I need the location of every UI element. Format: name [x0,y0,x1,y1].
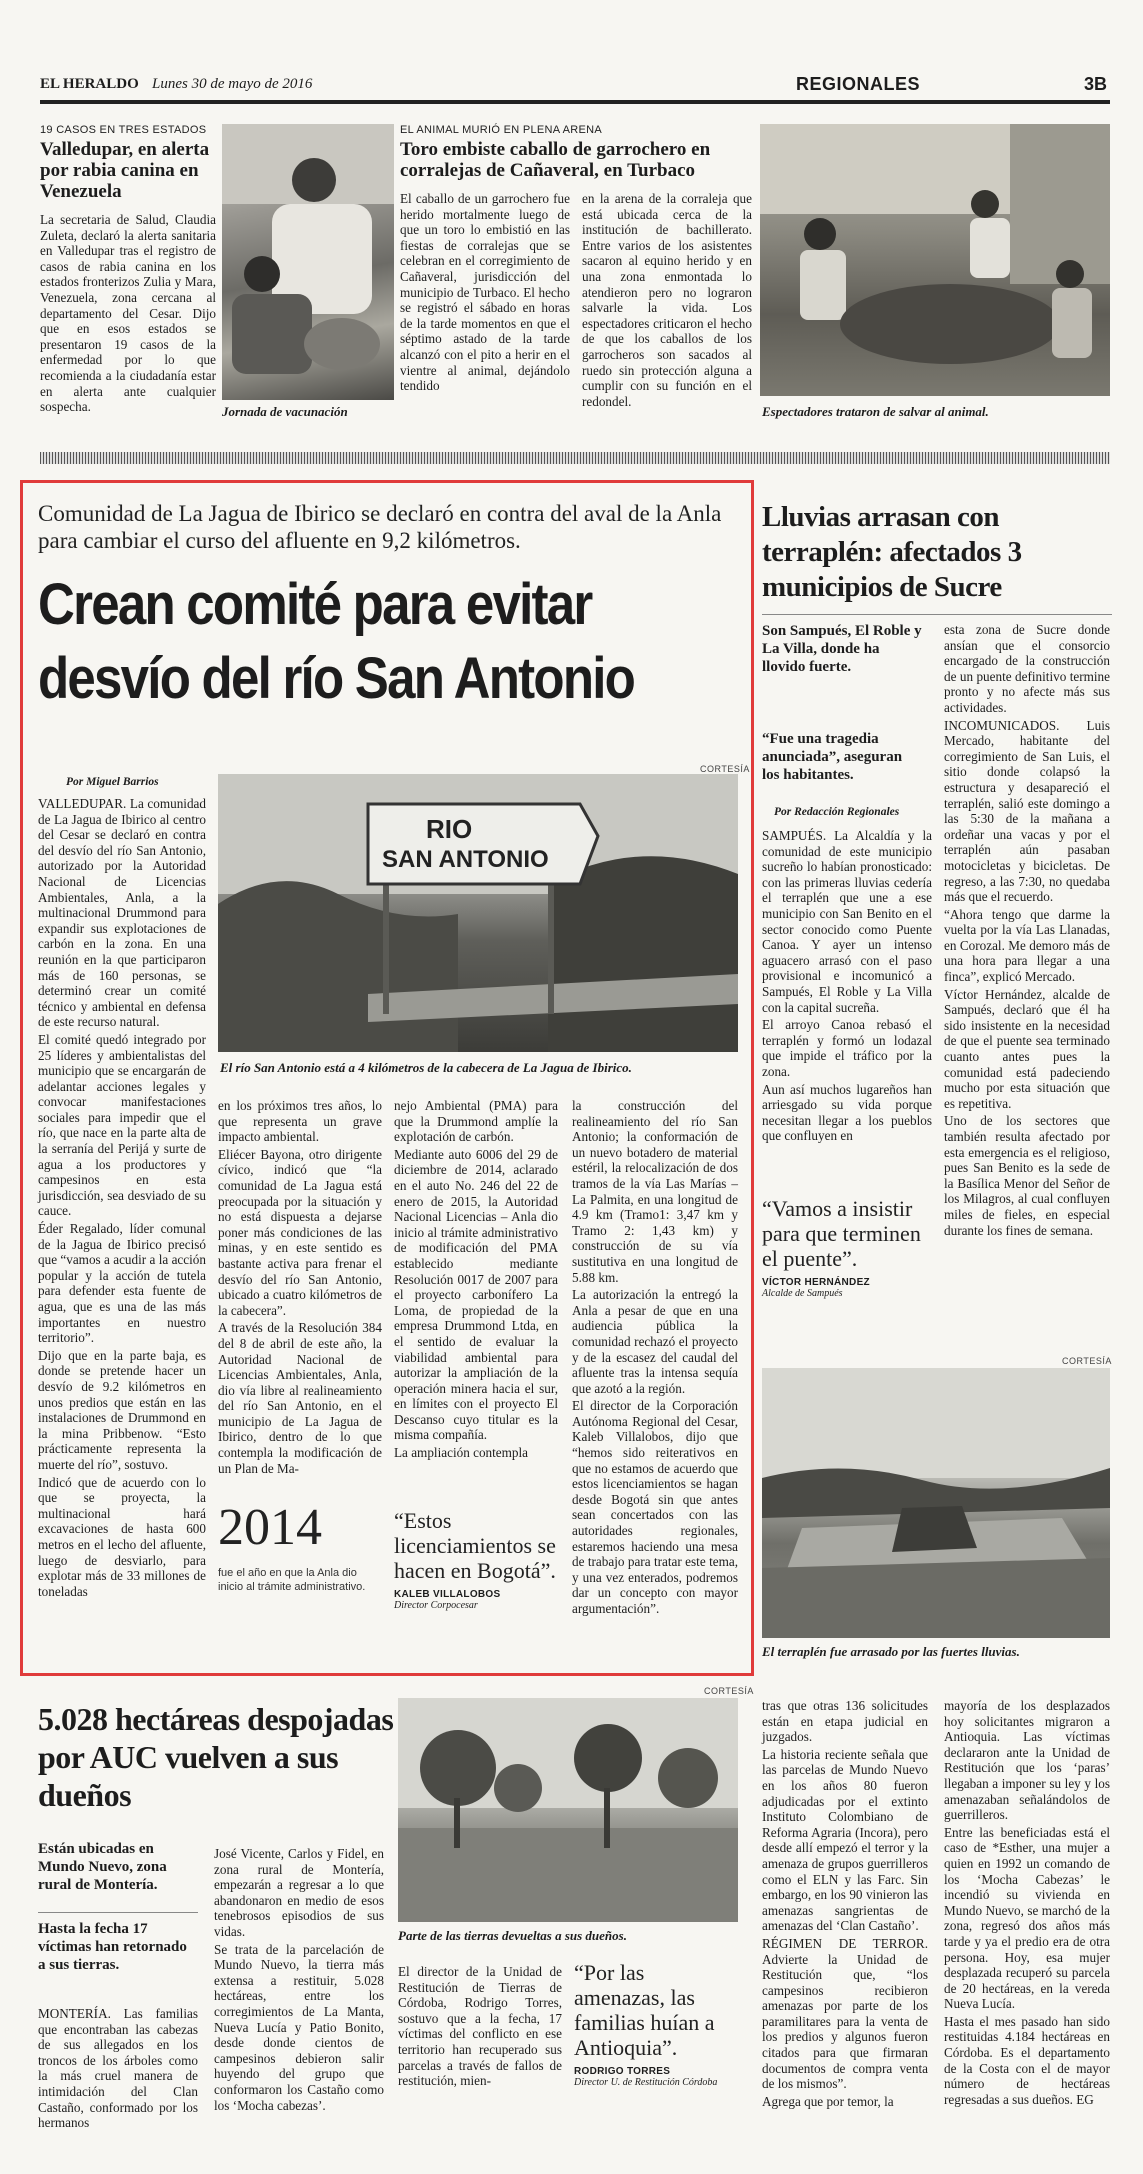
quote-name: RODRIGO TORRES [574,2066,671,2077]
paragraph: El arroyo Canoa rebasó el terraplén y formó un lodazal que impide el tráfico por la zona. [762,1017,932,1079]
caption-tierras: Parte de las tierras devueltas a sus dueños. [398,1928,627,1943]
paragraph: en los próximos tres años, lo que representa un grave impacto ambiental. [218,1098,382,1145]
lluvias-col2 [944,622,1110,1240]
main-deck: Comunidad de La Jagua de Ibirico se declaró en contra del aval de la Anla para cambiar el curso del afluente en 9,2 kilómetros. [38,501,722,553]
pull-quote-villalobos [394,1508,564,1611]
hectareas-col1: MONTERÍA. Las familias que encontraban las cabezas de sus allegados en los troncos de los árboles como la más cruel manera de intimidación del Clan Castaño, conformado por los hermanos [38,2006,198,2131]
section-divider-top [40,452,1110,464]
hectareas-col4 [762,1698,928,2111]
caption-caballo: Espectadores trataron de salvar al animal. [762,404,989,419]
lluvias-col1 [762,828,932,1146]
lluvias-byline: Por Redacción Regionales [774,806,900,818]
story-toro [400,124,752,411]
quote-text: “Estos licenciamientos se hacen en Bogotá”. [394,1508,556,1583]
paragraph: A través de la Resolución 384 del 8 de abril de este año, la Autoridad Nacional de Licencias Ambientales, Anla, dio vía libre al realineamiento del río San Antonio, en el municipio de La Jagua de Ibirico, dentro de lo que contempla la modificación de un Plan de Ma- [218,1320,382,1476]
photo-terraplen-scene [762,1368,1110,1638]
paragraph: mayoría de los desplazados hoy solicitantes migraron a Antioquia. Las víctimas declararon ante la Unidad de Restitución que los ‘paras’ llegaban a imponer su ley y los amenazaban señalándolos de guerrilleros. [944,1698,1110,1823]
hectareas-sub2: Hasta la fecha 17 víctimas han retornado a sus tierras. [38,1921,187,1973]
headline: Valledupar, en alerta por rabia canina en Venezuela [40,139,210,202]
section-name: REGIONALES [796,74,921,94]
paragraph: Éder Regalado, líder comunal de la Jagua de Ibirico precisó que “vamos a acudir a la acción popular y la acción de tutela para defender esta fuente de agua, que es una de las más importantes en nuestro territorio”. [38,1221,206,1346]
photo-credit: CORTESÍA [700,764,750,774]
hectareas-headline: 5.028 hectáreas despojadas por AUC vuelven a sus dueños [38,1701,394,1813]
quote-role: Director U. de Restitución Córdoba [574,2077,718,2088]
stat-number: 2014 [218,1499,322,1556]
hectareas-col3: El director de la Unidad de Restitución de Tierras de Córdoba, Rodrigo Torres, sostuvo que a la fecha, 17 víctimas del conflicto en ese territorio han recuperado sus parcelas a través de fallos de restitución, mien- [398,1964,562,2089]
photo-tierras [398,1698,738,1922]
paragraph: SAMPUÉS. La Alcaldía y la comunidad de este municipio sucreño lo habían pronosticado: con las primeras lluvias cedería el terraplén que une a ese municipio con San Benito en el sector conocido como Puente Canoa. Y ayer un intenso aguacero arrasó con el paso provisional e incomunicó a Sampués, El Roble y La Villa con la capital sucreña. [762,828,932,1015]
headline: Toro embiste caballo de garrochero en corralejas de Cañaveral, en Turbaco [400,139,711,181]
paragraph: El comité quedó integrado por 25 líderes y ambientalistas del municipio que se encargarán de adelantar acciones legales y convocar manifestaciones sociales para impedir que el río, que nace en la parte alta de la serranía del Perijá y surte de agua a los productores y campesinos en esta jurisdicción, sea desviado de su cauce. [38,1031,206,1219]
masthead-rule [40,100,1110,104]
main-col3 [394,1098,558,1463]
paragraph: Eliécer Bayona, otro dirigente cívico, indicó que “la comunidad de La Jagua está preocupada por la situación y no está dispuesta a dejarse poner más condiciones de las minas, y en este sentido es bastante activa para frenar el desvío del río San Antonio, ubicado a cuatro kilómetros de la cabecera”. [218,1146,382,1318]
body-text-col1: El caballo de un garrochero fue herido mortalmente luego de que un toro lo embistió en las fiestas de corralejas que se celebran en el corregimiento de Cañaveral, jurisdicción del municipio de Turbaco. El hecho se registró el sábado en horas de la tarde momentos en que el séptimo astado de la tarde alcanzó con el pito a herir en el vientre al animal, dejándolo tendido [400,191,570,394]
paragraph: la construcción del realineamiento del río San Antonio; la conformación de un nuevo botadero de material estéril, la relocalización de dos tramos de la vía Las Marías – La Palmita, en una longitud de 4.9 km (Tramo1: 3,47 km y Tramo 2: 1,43 km) y construcción de su vía sustitutiva en una longitud de 5.88 km. [572,1098,738,1285]
photo-rio-scene [218,774,738,1052]
paragraph: Agrega que por temor, la [762,2093,894,2109]
photo-credit: CORTESÍA [1062,1356,1112,1366]
paragraph: Víctor Hernández, alcalde de Sampués, declaró que él ha sido insistente en la necesidad de que el puente sea terminado cuanto antes pues la comunidad está padeciendo mucho por esta situación que es repetitiva. [944,986,1110,1111]
issue-date: Lunes 30 de mayo de 2016 [152,76,313,92]
pull-quote-hernandez [762,1196,934,1299]
rule [762,614,1112,615]
paragraph: Indicó que de acuerdo con lo que se proyecta, la multinacional hará excavaciones de hasta 600 metros en el lecho del afluente, luego de desviarlo, para explotar más de 33 millones de toneladas [38,1474,206,1599]
paragraph: La autorización la entregó la Anla a pesar de que en una audiencia pública la comunidad rechazó el proyecto y de la escasez del caudal del afluente tras la intensa sequía que azotó a la región. [572,1287,738,1396]
paper-name: EL HERALDO [40,76,139,92]
main-col4 [572,1098,738,1619]
quote-name: VÍCTOR HERNÁNDEZ [762,1277,870,1288]
main-col1 [38,796,206,1601]
photo-terraplen [762,1368,1110,1638]
paragraph: La historia reciente señala que las parcelas de Mundo Nuevo en los años 80 fueron adjudicadas por el extinto Instituto Colombiano de Reforma Agraria (Incora), pero desde allí empezó el terror y la amenaza de grupos guerrilleros como el ELN y las Farc. Sin embargo, en los 90 vinieron las amenazas sangrientas de amenazas del ‘Clan Castaño’. [762,1746,928,1934]
rule [38,1912,198,1913]
hectareas-col5 [944,1698,1110,2109]
paragraph: Uno de los sectores que también resulta afectado por esta emergencia es el religioso, pues San Benito es la sede de la Basílica Menor del Señor de los Milagros, al cual confluyen miles de fieles, en especial durante los fines de semana. [944,1113,1110,1238]
page-number: 3B [1084,74,1108,94]
quote-name: KALEB VILLALOBOS [394,1589,501,1600]
paragraph: INCOMUNICADOS. Luis Mercado, habitante del corregimiento de San Luis, el sitio donde colapsó la estructura y desapareció el terraplén, salió este domingo a las 5:30 de la mañana a ordeñar una vacas y por el terraplén aún pasaban motocicletas y bicicletas. De regreso, a las 7:30, no quedaba más que el recuerdo. [944,717,1110,905]
photo-credit: CORTESÍA [704,1686,754,1696]
photo-caballo [760,124,1110,396]
body-text-col2: en la arena de la corraleja que está ubicada cerca de la institución de bachillerato. Entre varios de los asistentes sacaron al equino herido y en una zona enmontada lo atendieron pero no lograron salvarle la vida. Los espectadores criticaron el hecho de que los caballos de los garrocheros son sacados al ruedo sin protección alguna a cumplir con su función en el redondel. [582,191,752,409]
photo-vacunacion [222,124,394,400]
caption-terraplen: El terraplén fue arrasado por las fuertes lluvias. [762,1644,1020,1659]
main-headline-line1: Crean comité para evitar [38,572,592,637]
paragraph: esta zona de Sucre donde ansían que el consorcio encargado de la construcción de un puente definitivo termine pronto y no afecte más sus actividades. [944,622,1110,715]
photo-vacunacion-scene [222,124,394,400]
body-text: La secretaria de Salud, Claudia Zuleta, declaró la alerta sanitaria en Valledupar tras el registro de casos de rabia canina en los estados fronterizos Zulia y Mara, Venezuela, zona cercana al departamento del Cesar. Dijo que en esos estados se presentaron 19 casos de la enfermedad por lo que recomienda a la ciudadanía estar en alerta ante cualquier sospecha. [40,212,216,415]
paragraph: José Vicente, Carlos y Fidel, en zona rural de Montería, empezarán a regresar a lo que abandonaron en medio de esos tenebrosos episodios de sus vidas. [214,1846,384,1939]
paragraph: tras que otras 136 solicitudes están en etapa judicial en juzgados. [762,1698,928,1745]
sign-text-line2: SAN ANTONIO [382,846,549,873]
paragraph: Hasta el mes pasado han sido restituidas 4.184 hectáreas en Córdoba. Es el departamento de la Costa con el de mayor número de hectáreas regresadas a sus dueños. EG [944,2013,1110,2107]
hectareas-col2 [214,1846,384,2115]
quote-role: Alcalde de Sampués [762,1288,843,1299]
lluvias-sub1: Son Sampués, El Roble y La Villa, donde ha llovido fuerte. [762,623,922,675]
pull-quote-torres [574,1960,740,2088]
sign-text-line1: RIO [426,814,473,844]
paragraph: Aun así muchos lugareños han arriesgado su vida porque necesitan llegar a los pueblos que confluyen en [762,1081,932,1144]
photo-rio-sign [218,774,738,1052]
main-byline: Por Miguel Barrios [66,776,159,788]
story-rabia [40,124,216,417]
hectareas-sub1: Están ubicadas en Mundo Nuevo, zona rural de Montería. [38,1841,167,1893]
caption-vacunacion: Jornada de vacunación [222,404,348,419]
paragraph: El director de la Corporación Autónoma Regional del Cesar, Kaleb Villalobos, dijo que “hemos sido reiterativos en que no estamos de acuerdo que estos licenciamientos se hagan desde Bogotá sin que antes sean concertados con las autoridades regionales, estaremos haciendo una mesa de trabajo para tratar este tema, y una vez enterados, podremos dar un concepto con mayor argumentación”. [572,1398,738,1616]
photo-tierras-scene [398,1698,738,1922]
paragraph: nejo Ambiental (PMA) para que la Drummond amplíe la explotación de carbón. [394,1098,558,1145]
main-col2 [218,1098,382,1478]
paragraph: RÉGIMEN DE TERROR. Advierte la Unidad de Restitución que, “los campesinos recibieron amenazas por parte de los paramilitares para la venta de los predios y algunos fueron citados para que firmaran documentos de compra venta de los mismos”. [762,1935,928,2092]
caption-rio: El río San Antonio está a 4 kilómetros de la cabecera de La Jagua de Ibirico. [220,1060,632,1075]
paragraph: La ampliación contempla [394,1445,529,1461]
quote-text: “Por las amenazas, las familias huían a Antioquia”. [574,1960,715,2060]
quote-text: “Vamos a insistir para que terminen el puente”. [762,1196,921,1271]
paragraph: Dijo que en la parte baja, es donde se pretende hacer un desvío de 9.2 kilómetros en unos predios que están en las instalaciones de Drummond en la mina Pribbenow. “Esto prácticamente representa la muerte del río”, sostuvo. [38,1347,206,1472]
lluvias-headline: Lluvias arrasan con terraplén: afectados 3 municipios de Sucre [762,501,1022,603]
paragraph: Se trata de la parcelación de Mundo Nuevo, la tierra más extensa a restituir, 5.028 hectáreas, entre los corregimientos de La Manta, Nueva Lucía y Patio Bonito, desde donde cientos de campesinos debieron salir huyendo del grupo que conformaron los Castaño como los ‘Mocha cabezas’. [214,1941,384,2113]
paragraph: VALLEDUPAR. La comunidad de La Jagua de Ibirico al centro del Cesar se declaró en contra del desvío del río San Antonio, autorizado por la Autoridad Nacional de Licencias Ambientales, Anla, a la multinacional Drummond para expandir sus explotaciones de carbón en la zona. En una reunión en la que participaron más de 160 personas, se determinó crear un comité técnico y ambiental en defensa de este recurso natural. [38,796,206,1030]
paragraph: Mediante auto 6006 del 29 de diciembre de 2014, aclarado en el auto No. 246 del 22 de enero de 2015, la Autoridad Nacional Licencias – Anla dio inicio al trámite administrativo de modificación del PMA establecido mediante Resolución 0017 de 2007 para el proyecto carbonífero La Loma, de propiedad de la empresa Drummond Ltda, en el sentido de evaluar la viabilidad ambiental para autorizar la ampliación de la operación minera hacia el sur, en límites con el proyecto El Descanso cuyo titular es la misma compañía. [394,1146,558,1443]
paragraph: Entre las beneficiadas está el caso de *Esther, una mujer a quien en 1992 un comando de los ‘Mocha Cabezas’ le incendió su vivienda en Mundo Nuevo, se marchó de la zona, regresó dos años más tarde y ya el predio era de otra persona. Hoy, esa mujer desplazada recuperó su parcela de 20 hectáreas, en la vereda Nueva Lucía. [944,1824,1110,2012]
stat-text: fue el año en que la Anla dio inicio al trámite administrativo. [218,1567,366,1593]
quote-role: Director Corpocesar [394,1600,478,1611]
photo-caballo-scene [760,124,1110,396]
paragraph: “Ahora tengo que darme la vuelta por la vía Las Llanadas, en Corozal. Me demoro más de una hora para llegar a una finca”, explicó Mercado. [944,906,1110,985]
masthead [40,72,1110,102]
kicker: EL ANIMAL MURIÓ EN PLENA ARENA [400,124,602,136]
lluvias-sub2: “Fue una tragedia anunciada”, aseguran los habitantes. [762,731,903,783]
kicker: 19 CASOS EN TRES ESTADOS [40,124,207,136]
main-headline-line2: desvío del río San Antonio [38,646,635,711]
